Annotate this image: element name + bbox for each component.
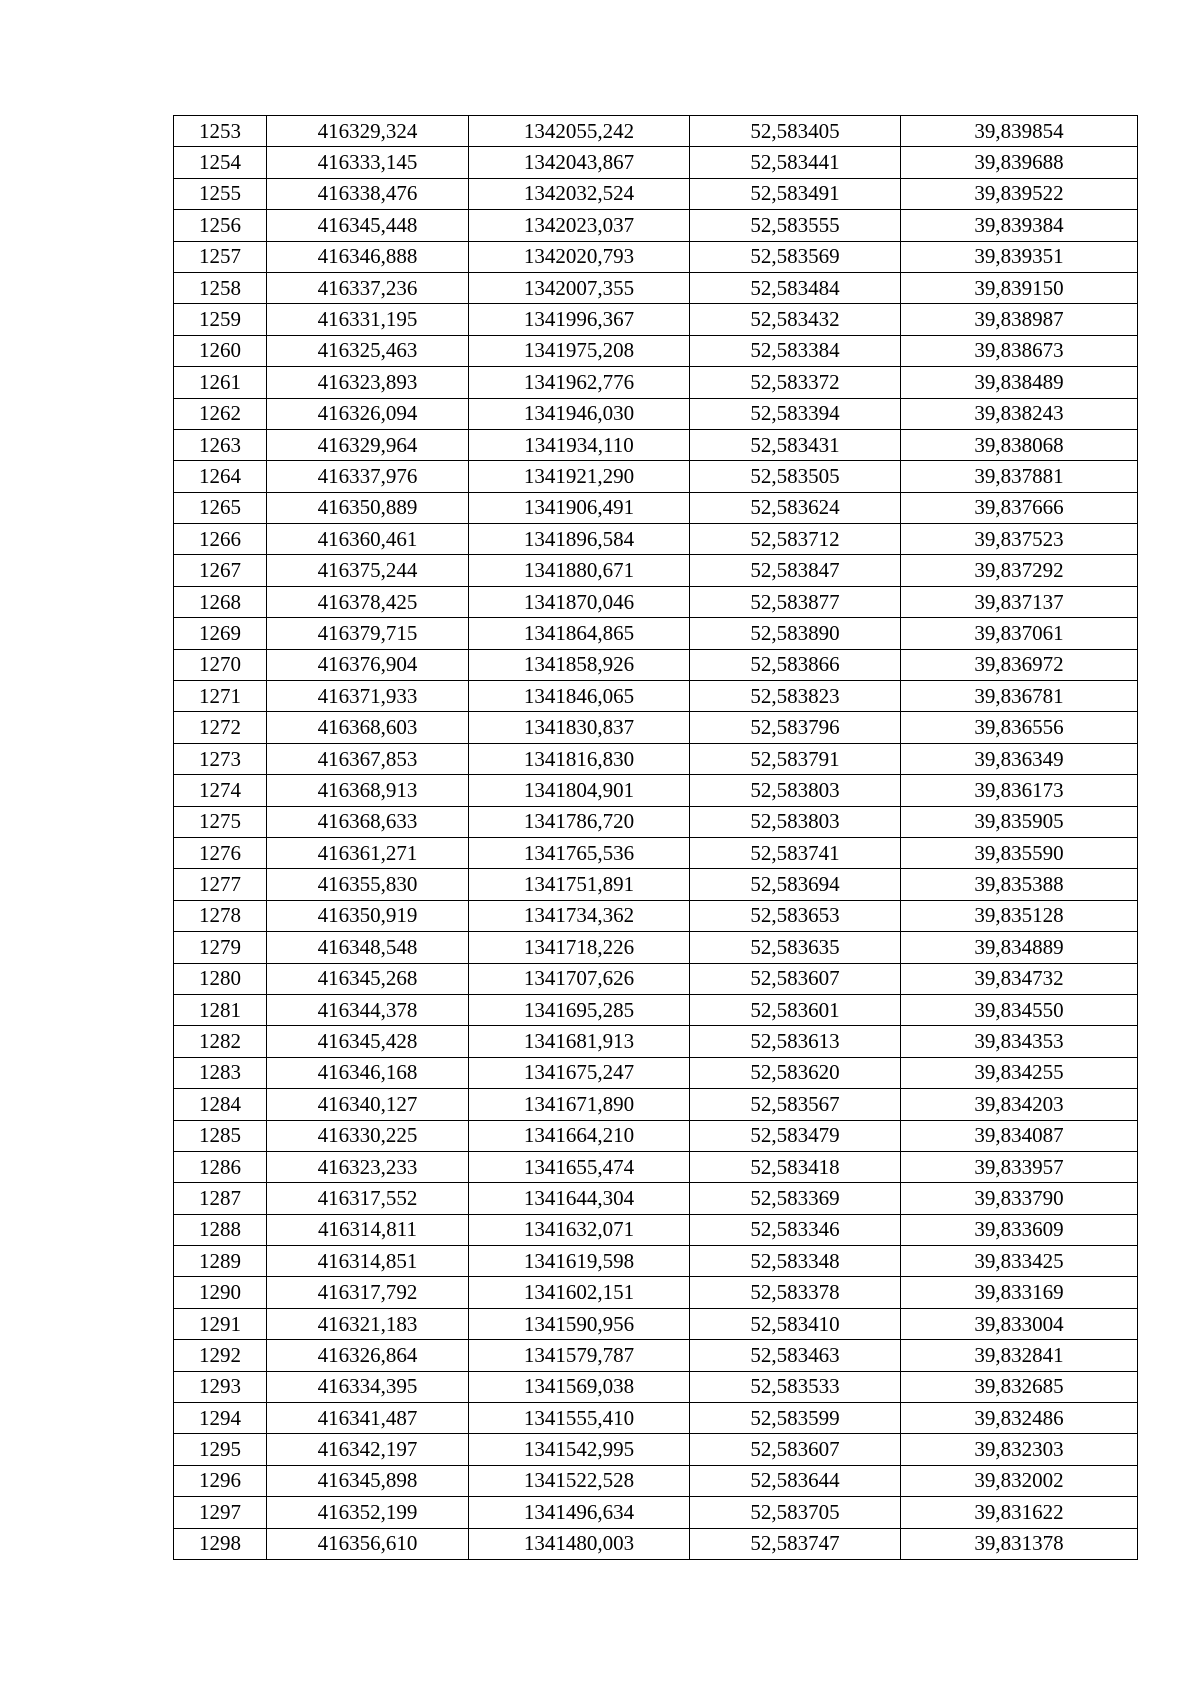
table-row <box>174 147 1138 178</box>
table-row <box>174 1465 1138 1496</box>
coordinates-table <box>173 115 1138 1560</box>
x-coordinate-cell: 416317,792 <box>267 1277 469 1308</box>
x-coordinate-cell: 416376,904 <box>267 649 469 680</box>
longitude-cell: 39,835590 <box>901 837 1138 868</box>
y-coordinate-cell: 1341864,865 <box>469 618 690 649</box>
table-row <box>174 335 1138 366</box>
longitude-cell: 39,833790 <box>901 1183 1138 1214</box>
table-row <box>174 775 1138 806</box>
latitude-cell: 52,583431 <box>690 429 901 460</box>
latitude-cell: 52,583866 <box>690 649 901 680</box>
y-coordinate-cell: 1341946,030 <box>469 398 690 429</box>
y-coordinate-cell: 1342032,524 <box>469 178 690 209</box>
table-row <box>174 869 1138 900</box>
table-row <box>174 429 1138 460</box>
table-row <box>174 712 1138 743</box>
longitude-cell: 39,833004 <box>901 1308 1138 1339</box>
table-row <box>174 1246 1138 1277</box>
y-coordinate-cell: 1341496,634 <box>469 1497 690 1528</box>
longitude-cell: 39,833957 <box>901 1151 1138 1182</box>
point-number-cell: 1288 <box>174 1214 267 1245</box>
y-coordinate-cell: 1341765,536 <box>469 837 690 868</box>
x-coordinate-cell: 416368,603 <box>267 712 469 743</box>
longitude-cell: 39,839522 <box>901 178 1138 209</box>
longitude-cell: 39,834255 <box>901 1057 1138 1088</box>
longitude-cell: 39,834203 <box>901 1089 1138 1120</box>
longitude-cell: 39,836781 <box>901 681 1138 712</box>
longitude-cell: 39,838489 <box>901 367 1138 398</box>
point-number-cell: 1279 <box>174 932 267 963</box>
y-coordinate-cell: 1341858,926 <box>469 649 690 680</box>
x-coordinate-cell: 416345,898 <box>267 1465 469 1496</box>
table-row <box>174 1120 1138 1151</box>
longitude-cell: 39,837666 <box>901 492 1138 523</box>
y-coordinate-cell: 1342023,037 <box>469 210 690 241</box>
x-coordinate-cell: 416326,094 <box>267 398 469 429</box>
y-coordinate-cell: 1341671,890 <box>469 1089 690 1120</box>
point-number-cell: 1259 <box>174 304 267 335</box>
latitude-cell: 52,583491 <box>690 178 901 209</box>
x-coordinate-cell: 416345,268 <box>267 963 469 994</box>
x-coordinate-cell: 416331,195 <box>267 304 469 335</box>
y-coordinate-cell: 1341602,151 <box>469 1277 690 1308</box>
x-coordinate-cell: 416355,830 <box>267 869 469 900</box>
longitude-cell: 39,834353 <box>901 1026 1138 1057</box>
point-number-cell: 1275 <box>174 806 267 837</box>
table-row <box>174 1277 1138 1308</box>
point-number-cell: 1292 <box>174 1340 267 1371</box>
point-number-cell: 1277 <box>174 869 267 900</box>
x-coordinate-cell: 416333,145 <box>267 147 469 178</box>
table-row <box>174 963 1138 994</box>
latitude-cell: 52,583796 <box>690 712 901 743</box>
x-coordinate-cell: 416314,811 <box>267 1214 469 1245</box>
latitude-cell: 52,583394 <box>690 398 901 429</box>
latitude-cell: 52,583747 <box>690 1528 901 1559</box>
x-coordinate-cell: 416350,919 <box>267 900 469 931</box>
y-coordinate-cell: 1341664,210 <box>469 1120 690 1151</box>
y-coordinate-cell: 1341718,226 <box>469 932 690 963</box>
longitude-cell: 39,832303 <box>901 1434 1138 1465</box>
latitude-cell: 52,583372 <box>690 367 901 398</box>
longitude-cell: 39,836556 <box>901 712 1138 743</box>
longitude-cell: 39,838673 <box>901 335 1138 366</box>
point-number-cell: 1267 <box>174 555 267 586</box>
longitude-cell: 39,831378 <box>901 1528 1138 1559</box>
longitude-cell: 39,835128 <box>901 900 1138 931</box>
y-coordinate-cell: 1341962,776 <box>469 367 690 398</box>
longitude-cell: 39,839854 <box>901 116 1138 147</box>
point-number-cell: 1296 <box>174 1465 267 1496</box>
latitude-cell: 52,583705 <box>690 1497 901 1528</box>
longitude-cell: 39,837881 <box>901 461 1138 492</box>
point-number-cell: 1269 <box>174 618 267 649</box>
point-number-cell: 1254 <box>174 147 267 178</box>
latitude-cell: 52,583405 <box>690 116 901 147</box>
y-coordinate-cell: 1341590,956 <box>469 1308 690 1339</box>
table-row <box>174 681 1138 712</box>
point-number-cell: 1270 <box>174 649 267 680</box>
x-coordinate-cell: 416338,476 <box>267 178 469 209</box>
table-row <box>174 1340 1138 1371</box>
table-row <box>174 210 1138 241</box>
longitude-cell: 39,832685 <box>901 1371 1138 1402</box>
table-row <box>174 586 1138 617</box>
latitude-cell: 52,583348 <box>690 1246 901 1277</box>
table-row <box>174 932 1138 963</box>
y-coordinate-cell: 1341632,071 <box>469 1214 690 1245</box>
point-number-cell: 1264 <box>174 461 267 492</box>
table-row <box>174 116 1138 147</box>
x-coordinate-cell: 416340,127 <box>267 1089 469 1120</box>
table-row <box>174 524 1138 555</box>
x-coordinate-cell: 416330,225 <box>267 1120 469 1151</box>
x-coordinate-cell: 416346,888 <box>267 241 469 272</box>
latitude-cell: 52,583463 <box>690 1340 901 1371</box>
latitude-cell: 52,583803 <box>690 806 901 837</box>
latitude-cell: 52,583803 <box>690 775 901 806</box>
latitude-cell: 52,583613 <box>690 1026 901 1057</box>
longitude-cell: 39,839150 <box>901 272 1138 303</box>
latitude-cell: 52,583432 <box>690 304 901 335</box>
longitude-cell: 39,834732 <box>901 963 1138 994</box>
longitude-cell: 39,837292 <box>901 555 1138 586</box>
longitude-cell: 39,837137 <box>901 586 1138 617</box>
x-coordinate-cell: 416375,244 <box>267 555 469 586</box>
latitude-cell: 52,583635 <box>690 932 901 963</box>
x-coordinate-cell: 416342,197 <box>267 1434 469 1465</box>
y-coordinate-cell: 1341870,046 <box>469 586 690 617</box>
x-coordinate-cell: 416321,183 <box>267 1308 469 1339</box>
latitude-cell: 52,583712 <box>690 524 901 555</box>
point-number-cell: 1297 <box>174 1497 267 1528</box>
longitude-cell: 39,833609 <box>901 1214 1138 1245</box>
x-coordinate-cell: 416344,378 <box>267 994 469 1025</box>
latitude-cell: 52,583369 <box>690 1183 901 1214</box>
latitude-cell: 52,583378 <box>690 1277 901 1308</box>
latitude-cell: 52,583847 <box>690 555 901 586</box>
y-coordinate-cell: 1341906,491 <box>469 492 690 523</box>
table-row <box>174 1497 1138 1528</box>
point-number-cell: 1274 <box>174 775 267 806</box>
x-coordinate-cell: 416352,199 <box>267 1497 469 1528</box>
latitude-cell: 52,583653 <box>690 900 901 931</box>
table-row <box>174 837 1138 868</box>
latitude-cell: 52,583607 <box>690 963 901 994</box>
y-coordinate-cell: 1341921,290 <box>469 461 690 492</box>
longitude-cell: 39,837523 <box>901 524 1138 555</box>
x-coordinate-cell: 416356,610 <box>267 1528 469 1559</box>
x-coordinate-cell: 416314,851 <box>267 1246 469 1277</box>
x-coordinate-cell: 416345,428 <box>267 1026 469 1057</box>
point-number-cell: 1261 <box>174 367 267 398</box>
longitude-cell: 39,835905 <box>901 806 1138 837</box>
table-row <box>174 649 1138 680</box>
table-row <box>174 1434 1138 1465</box>
point-number-cell: 1278 <box>174 900 267 931</box>
y-coordinate-cell: 1341569,038 <box>469 1371 690 1402</box>
latitude-cell: 52,583607 <box>690 1434 901 1465</box>
point-number-cell: 1295 <box>174 1434 267 1465</box>
x-coordinate-cell: 416371,933 <box>267 681 469 712</box>
table-row <box>174 555 1138 586</box>
point-number-cell: 1265 <box>174 492 267 523</box>
y-coordinate-cell: 1341846,065 <box>469 681 690 712</box>
latitude-cell: 52,583479 <box>690 1120 901 1151</box>
point-number-cell: 1283 <box>174 1057 267 1088</box>
longitude-cell: 39,838987 <box>901 304 1138 335</box>
table-row <box>174 272 1138 303</box>
latitude-cell: 52,583741 <box>690 837 901 868</box>
y-coordinate-cell: 1341786,720 <box>469 806 690 837</box>
latitude-cell: 52,583410 <box>690 1308 901 1339</box>
latitude-cell: 52,583569 <box>690 241 901 272</box>
x-coordinate-cell: 416348,548 <box>267 932 469 963</box>
point-number-cell: 1281 <box>174 994 267 1025</box>
y-coordinate-cell: 1341934,110 <box>469 429 690 460</box>
longitude-cell: 39,838068 <box>901 429 1138 460</box>
point-number-cell: 1294 <box>174 1403 267 1434</box>
x-coordinate-cell: 416361,271 <box>267 837 469 868</box>
x-coordinate-cell: 416326,864 <box>267 1340 469 1371</box>
longitude-cell: 39,832841 <box>901 1340 1138 1371</box>
latitude-cell: 52,583599 <box>690 1403 901 1434</box>
x-coordinate-cell: 416325,463 <box>267 335 469 366</box>
y-coordinate-cell: 1341555,410 <box>469 1403 690 1434</box>
latitude-cell: 52,583823 <box>690 681 901 712</box>
x-coordinate-cell: 416346,168 <box>267 1057 469 1088</box>
x-coordinate-cell: 416341,487 <box>267 1403 469 1434</box>
latitude-cell: 52,583620 <box>690 1057 901 1088</box>
latitude-cell: 52,583694 <box>690 869 901 900</box>
point-number-cell: 1263 <box>174 429 267 460</box>
point-number-cell: 1257 <box>174 241 267 272</box>
y-coordinate-cell: 1341830,837 <box>469 712 690 743</box>
point-number-cell: 1272 <box>174 712 267 743</box>
longitude-cell: 39,832486 <box>901 1403 1138 1434</box>
y-coordinate-cell: 1341480,003 <box>469 1528 690 1559</box>
latitude-cell: 52,583555 <box>690 210 901 241</box>
y-coordinate-cell: 1341522,528 <box>469 1465 690 1496</box>
point-number-cell: 1282 <box>174 1026 267 1057</box>
y-coordinate-cell: 1341975,208 <box>469 335 690 366</box>
point-number-cell: 1255 <box>174 178 267 209</box>
point-number-cell: 1280 <box>174 963 267 994</box>
table-row <box>174 241 1138 272</box>
table-row <box>174 1308 1138 1339</box>
y-coordinate-cell: 1342055,242 <box>469 116 690 147</box>
x-coordinate-cell: 416334,395 <box>267 1371 469 1402</box>
y-coordinate-cell: 1341996,367 <box>469 304 690 335</box>
latitude-cell: 52,583484 <box>690 272 901 303</box>
table-row <box>174 1183 1138 1214</box>
x-coordinate-cell: 416345,448 <box>267 210 469 241</box>
y-coordinate-cell: 1341695,285 <box>469 994 690 1025</box>
latitude-cell: 52,583567 <box>690 1089 901 1120</box>
latitude-cell: 52,583346 <box>690 1214 901 1245</box>
longitude-cell: 39,837061 <box>901 618 1138 649</box>
point-number-cell: 1253 <box>174 116 267 147</box>
longitude-cell: 39,835388 <box>901 869 1138 900</box>
point-number-cell: 1291 <box>174 1308 267 1339</box>
longitude-cell: 39,836173 <box>901 775 1138 806</box>
x-coordinate-cell: 416368,913 <box>267 775 469 806</box>
table-row <box>174 1403 1138 1434</box>
point-number-cell: 1260 <box>174 335 267 366</box>
longitude-cell: 39,839688 <box>901 147 1138 178</box>
x-coordinate-cell: 416329,964 <box>267 429 469 460</box>
longitude-cell: 39,838243 <box>901 398 1138 429</box>
table-row <box>174 1026 1138 1057</box>
y-coordinate-cell: 1341751,891 <box>469 869 690 900</box>
y-coordinate-cell: 1341880,671 <box>469 555 690 586</box>
latitude-cell: 52,583624 <box>690 492 901 523</box>
y-coordinate-cell: 1341542,995 <box>469 1434 690 1465</box>
y-coordinate-cell: 1341896,584 <box>469 524 690 555</box>
point-number-cell: 1273 <box>174 743 267 774</box>
y-coordinate-cell: 1342020,793 <box>469 241 690 272</box>
latitude-cell: 52,583890 <box>690 618 901 649</box>
longitude-cell: 39,839384 <box>901 210 1138 241</box>
x-coordinate-cell: 416323,893 <box>267 367 469 398</box>
x-coordinate-cell: 416337,976 <box>267 461 469 492</box>
x-coordinate-cell: 416379,715 <box>267 618 469 649</box>
table-row <box>174 461 1138 492</box>
longitude-cell: 39,833169 <box>901 1277 1138 1308</box>
longitude-cell: 39,834889 <box>901 932 1138 963</box>
point-number-cell: 1262 <box>174 398 267 429</box>
table-row <box>174 367 1138 398</box>
y-coordinate-cell: 1341579,787 <box>469 1340 690 1371</box>
x-coordinate-cell: 416378,425 <box>267 586 469 617</box>
point-number-cell: 1268 <box>174 586 267 617</box>
point-number-cell: 1266 <box>174 524 267 555</box>
point-number-cell: 1258 <box>174 272 267 303</box>
x-coordinate-cell: 416337,236 <box>267 272 469 303</box>
table-row <box>174 178 1138 209</box>
x-coordinate-cell: 416329,324 <box>267 116 469 147</box>
coordinates-table-body <box>174 116 1138 1560</box>
y-coordinate-cell: 1341681,913 <box>469 1026 690 1057</box>
table-row <box>174 1214 1138 1245</box>
y-coordinate-cell: 1341816,830 <box>469 743 690 774</box>
y-coordinate-cell: 1341707,626 <box>469 963 690 994</box>
longitude-cell: 39,831622 <box>901 1497 1138 1528</box>
longitude-cell: 39,836972 <box>901 649 1138 680</box>
y-coordinate-cell: 1341619,598 <box>469 1246 690 1277</box>
table-row <box>174 1057 1138 1088</box>
y-coordinate-cell: 1341644,304 <box>469 1183 690 1214</box>
table-row <box>174 1151 1138 1182</box>
table-row <box>174 743 1138 774</box>
x-coordinate-cell: 416360,461 <box>267 524 469 555</box>
table-row <box>174 398 1138 429</box>
table-row <box>174 1528 1138 1559</box>
x-coordinate-cell: 416317,552 <box>267 1183 469 1214</box>
x-coordinate-cell: 416323,233 <box>267 1151 469 1182</box>
latitude-cell: 52,583877 <box>690 586 901 617</box>
table-row <box>174 1371 1138 1402</box>
point-number-cell: 1284 <box>174 1089 267 1120</box>
longitude-cell: 39,834087 <box>901 1120 1138 1151</box>
point-number-cell: 1285 <box>174 1120 267 1151</box>
point-number-cell: 1289 <box>174 1246 267 1277</box>
longitude-cell: 39,839351 <box>901 241 1138 272</box>
point-number-cell: 1271 <box>174 681 267 712</box>
table-row <box>174 304 1138 335</box>
latitude-cell: 52,583533 <box>690 1371 901 1402</box>
point-number-cell: 1287 <box>174 1183 267 1214</box>
point-number-cell: 1276 <box>174 837 267 868</box>
point-number-cell: 1256 <box>174 210 267 241</box>
point-number-cell: 1286 <box>174 1151 267 1182</box>
table-row <box>174 492 1138 523</box>
latitude-cell: 52,583384 <box>690 335 901 366</box>
longitude-cell: 39,834550 <box>901 994 1138 1025</box>
y-coordinate-cell: 1342043,867 <box>469 147 690 178</box>
table-row <box>174 618 1138 649</box>
y-coordinate-cell: 1341734,362 <box>469 900 690 931</box>
table-row <box>174 900 1138 931</box>
latitude-cell: 52,583791 <box>690 743 901 774</box>
x-coordinate-cell: 416368,633 <box>267 806 469 837</box>
point-number-cell: 1298 <box>174 1528 267 1559</box>
point-number-cell: 1290 <box>174 1277 267 1308</box>
longitude-cell: 39,833425 <box>901 1246 1138 1277</box>
latitude-cell: 52,583418 <box>690 1151 901 1182</box>
point-number-cell: 1293 <box>174 1371 267 1402</box>
y-coordinate-cell: 1342007,355 <box>469 272 690 303</box>
latitude-cell: 52,583441 <box>690 147 901 178</box>
y-coordinate-cell: 1341804,901 <box>469 775 690 806</box>
table-row <box>174 1089 1138 1120</box>
y-coordinate-cell: 1341655,474 <box>469 1151 690 1182</box>
y-coordinate-cell: 1341675,247 <box>469 1057 690 1088</box>
x-coordinate-cell: 416350,889 <box>267 492 469 523</box>
latitude-cell: 52,583505 <box>690 461 901 492</box>
longitude-cell: 39,832002 <box>901 1465 1138 1496</box>
longitude-cell: 39,836349 <box>901 743 1138 774</box>
table-row <box>174 806 1138 837</box>
latitude-cell: 52,583644 <box>690 1465 901 1496</box>
table-row <box>174 994 1138 1025</box>
latitude-cell: 52,583601 <box>690 994 901 1025</box>
x-coordinate-cell: 416367,853 <box>267 743 469 774</box>
